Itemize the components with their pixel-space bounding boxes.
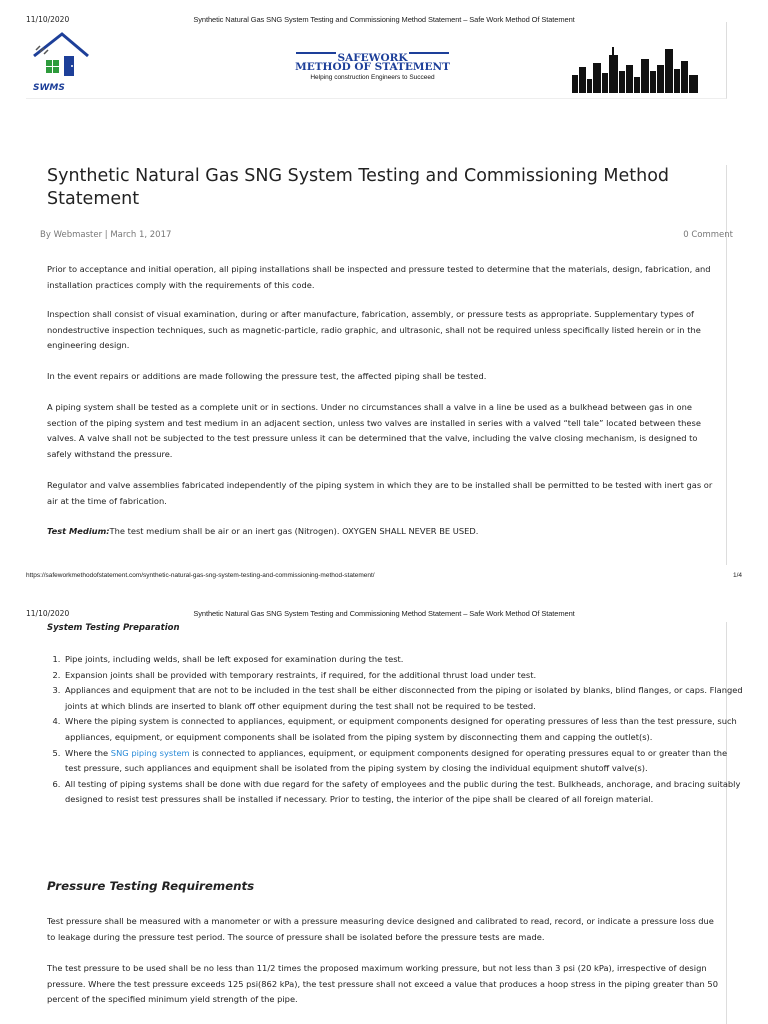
list-item: 1. Pipe joints, including welds, shall be left exposed for examination during the test. bbox=[63, 652, 743, 668]
section-heading-preparation: System Testing Preparation bbox=[47, 623, 180, 633]
print-date: 11/10/2020 bbox=[26, 609, 70, 618]
section-heading-pressure-testing: Pressure Testing Requirements bbox=[47, 879, 255, 893]
divider bbox=[409, 52, 449, 54]
paragraph: In the event repairs or additions are made following the pressure test, the affected piping shall be tested. bbox=[47, 371, 487, 381]
list-item: 6. All testing of piping systems shall be done with due regard for the safety of employees and the public during the test. Bulkheads, anchorage, and bracing suitably designed to resist test pressures shall be installed if necessary. Prior to testing, the interior of the pipe shall be cleared of all foreign material. bbox=[63, 777, 743, 808]
brand-line2: METHOD OF STATEMENT bbox=[295, 61, 450, 73]
paragraph: Inspection shall consist of visual examination, during or after manufacture, fabrication, assembly, or pressure tests as appropriate. Supplementary types of nondestructive inspection techniques, such as magnetic-particle, radio graphic, and ultrasonic, shall not be required unless specifically listed herein or in the engineering design. bbox=[47, 309, 701, 351]
list-item bbox=[63, 746, 743, 777]
list-item-text: is connected to appliances, equipment, or equipment components designed for operating pressures equal to or greater than the test pressure, such appliances and equipment shall be isolated from the piping system by closing the individual equipment shutoff valve(s). bbox=[65, 747, 728, 774]
brand-banner[interactable] bbox=[290, 46, 455, 90]
divider bbox=[296, 52, 336, 54]
list-item: 3. Appliances and equipment that are not to be included in the test shall be either disconnected from the piping or isolated by blanks, blind flanges, or caps. Flanged joints at which blinds are inserted to blank off other equipment during the test shall not be required to be tested. bbox=[63, 683, 743, 714]
house-logo-icon bbox=[30, 26, 90, 86]
test-medium-text: The test medium shall be air or an inert gas (Nitrogen). OXYGEN SHALL NEVER BE USED. bbox=[109, 526, 479, 536]
author-date: By Webmaster | March 1, 2017 bbox=[40, 230, 172, 240]
print-url: https://safeworkmethodofstatement.com/synthetic-natural-gas-sng-system-testing-and-commissioning-method-statement/ bbox=[26, 572, 375, 579]
sng-piping-system-link[interactable]: SNG piping system bbox=[110, 747, 190, 758]
print-header bbox=[0, 606, 768, 620]
post-meta bbox=[40, 230, 171, 240]
logo-text: SWMS bbox=[33, 83, 65, 93]
print-date: 11/10/2020 bbox=[26, 15, 70, 24]
paragraph: The test pressure to be used shall be no less than 11/2 times the proposed maximum working pressure, but not less than 3 psi (20 kPa), irrespective of design pressure. Where the test pressure exceeds 125 psi(862 kPa), the test pressure shall not exceed a value that produces a hoop stress in the piping greater than 50 percent of the specified minimum yield strength of the pipe. bbox=[47, 963, 718, 1005]
list-item-text: Where the bbox=[65, 747, 111, 758]
swms-logo[interactable] bbox=[30, 26, 90, 96]
test-medium-label: Test Medium: bbox=[47, 526, 110, 536]
test-medium-paragraph bbox=[47, 524, 723, 540]
list-item: 2. Expansion joints shall be provided with temporary restraints, if required, for the additional thrust load under test. bbox=[63, 668, 743, 684]
print-title: Synthetic Natural Gas SNG System Testing and Commissioning Method Statement – Safe Work Method Of Statement bbox=[193, 15, 575, 24]
city-skyline-icon bbox=[570, 45, 700, 93]
page-title: Synthetic Natural Gas SNG System Testing and Commissioning Method Statement bbox=[47, 166, 670, 209]
paragraph: Test pressure shall be measured with a manometer or with a pressure measuring device designed and calibrated to read, record, or indicate a pressure loss due to leakage during the pressure test period. The source of pressure shall be isolated before the pressure tests are made. bbox=[47, 916, 714, 942]
paragraph: Regulator and valve assemblies fabricated independently of the piping system in which they are to be installed shall be permitted to be tested with inert gas or air at the time of fabrication. bbox=[47, 480, 713, 506]
list-item: 4. Where the piping system is connected to appliances, equipment, or equipment components designed for operating pressures of less than the test pressure, such appliances, equipment, or equipment components shall be isolated from the piping system by disconnecting them and capping the outlet(s). bbox=[63, 714, 743, 745]
print-footer bbox=[0, 570, 768, 582]
print-page-number: 1/4 bbox=[732, 572, 742, 579]
paragraph: Prior to acceptance and initial operation, all piping installations shall be inspected and pressure tested to determine that the materials, design, fabrication, and installation practices comply with the requirements of this code. bbox=[47, 264, 711, 290]
preparation-steps-list bbox=[47, 652, 743, 808]
brand-tagline: Helping construction Engineers to Succeed bbox=[310, 74, 435, 81]
paragraph: A piping system shall be tested as a complete unit or in sections. Under no circumstances shall a valve in a line be used as a bulkhead between gas in one section of the piping system and test medium in an adjacent section, unless two valves are installed in series with a valved “tell tale” located between these valves. A valve shall not be subjected to the test pressure unless it can be determined that the valve, including the valve closing mechanism, is designed to safely withstand the pressure. bbox=[47, 402, 701, 459]
brand-line1: SAFEWORK bbox=[337, 52, 408, 64]
comment-count-link[interactable]: 0 Comment bbox=[683, 230, 733, 240]
print-title: Synthetic Natural Gas SNG System Testing and Commissioning Method Statement – Safe Work Method Of Statement bbox=[193, 609, 575, 618]
